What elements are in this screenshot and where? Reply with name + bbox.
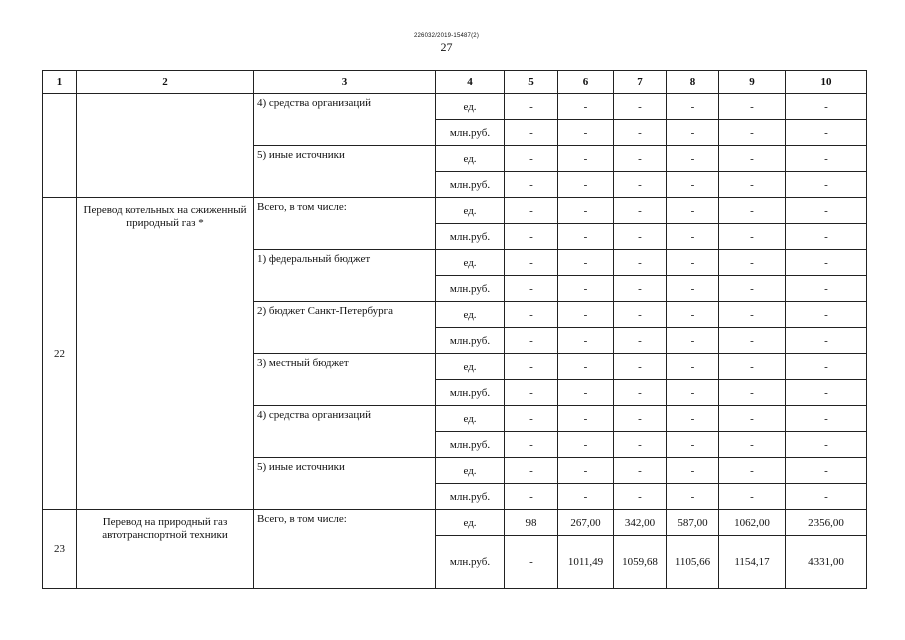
value-cell: - xyxy=(558,302,614,328)
table-body xyxy=(43,94,867,589)
funding-source: 4) средства организаций xyxy=(254,94,436,146)
value-cell: - xyxy=(558,172,614,198)
page-number: 27 xyxy=(440,40,453,54)
funding-source: 4) средства организаций xyxy=(254,406,436,458)
value-cell: - xyxy=(505,94,558,120)
value-cell: - xyxy=(614,172,667,198)
value-cell: - xyxy=(614,380,667,406)
column-header: 1 xyxy=(43,71,77,94)
value-cell: - xyxy=(505,536,558,589)
value-cell: - xyxy=(786,146,867,172)
value-cell: - xyxy=(505,432,558,458)
value-cell: - xyxy=(719,354,786,380)
value-cell: - xyxy=(786,432,867,458)
row-number: 22 xyxy=(43,198,77,510)
value-cell: - xyxy=(614,354,667,380)
funding-source: 5) иные источники xyxy=(254,146,436,198)
funding-source: 3) местный бюджет xyxy=(254,354,436,406)
value-cell: - xyxy=(667,276,719,302)
value-cell: - xyxy=(505,146,558,172)
value-cell: 2356,00 xyxy=(786,510,867,536)
measure-name-cell xyxy=(77,94,254,198)
value-cell: 1105,66 xyxy=(667,536,719,589)
value-cell: - xyxy=(667,224,719,250)
value-cell: - xyxy=(667,302,719,328)
value-cell: - xyxy=(719,120,786,146)
value-cell: - xyxy=(786,94,867,120)
value-cell: - xyxy=(786,276,867,302)
value-cell: - xyxy=(558,250,614,276)
unit-cell: ед. xyxy=(436,146,505,172)
value-cell: - xyxy=(719,224,786,250)
value-cell: 267,00 xyxy=(558,510,614,536)
value-cell: 98 xyxy=(505,510,558,536)
table-row xyxy=(43,510,867,536)
unit-cell: ед. xyxy=(436,354,505,380)
value-cell: - xyxy=(719,380,786,406)
value-cell: - xyxy=(786,406,867,432)
value-cell: - xyxy=(667,354,719,380)
value-cell: - xyxy=(667,380,719,406)
value-cell: - xyxy=(558,458,614,484)
value-cell: - xyxy=(719,276,786,302)
unit-cell: ед. xyxy=(436,94,505,120)
value-cell: - xyxy=(614,198,667,224)
value-cell: - xyxy=(614,146,667,172)
row-number-cell xyxy=(43,94,77,198)
value-cell: - xyxy=(505,172,558,198)
unit-cell: млн.руб. xyxy=(436,328,505,354)
unit-cell: ед. xyxy=(436,250,505,276)
value-cell: - xyxy=(558,146,614,172)
value-cell: - xyxy=(558,120,614,146)
value-cell: - xyxy=(667,94,719,120)
value-cell: - xyxy=(558,276,614,302)
value-cell: - xyxy=(505,120,558,146)
value-cell: - xyxy=(505,380,558,406)
value-cell: - xyxy=(719,302,786,328)
funding-source: 1) федеральный бюджет xyxy=(254,250,436,302)
unit-cell: млн.руб. xyxy=(436,432,505,458)
value-cell: - xyxy=(786,172,867,198)
value-cell: - xyxy=(786,302,867,328)
unit-cell: ед. xyxy=(436,302,505,328)
value-cell: - xyxy=(614,250,667,276)
funding-source: 5) иные источники xyxy=(254,458,436,510)
value-cell: - xyxy=(505,406,558,432)
value-cell: - xyxy=(667,484,719,510)
value-cell: - xyxy=(505,354,558,380)
value-cell: - xyxy=(667,458,719,484)
value-cell: 1154,17 xyxy=(719,536,786,589)
value-cell: - xyxy=(614,458,667,484)
unit-cell: млн.руб. xyxy=(436,120,505,146)
unit-cell: млн.руб. xyxy=(436,380,505,406)
column-header: 6 xyxy=(558,71,614,94)
value-cell: - xyxy=(505,224,558,250)
column-header: 9 xyxy=(719,71,786,94)
value-cell: - xyxy=(558,354,614,380)
measure-name: Перевод котельных на сжиженный природный газ * xyxy=(77,198,254,510)
value-cell: - xyxy=(719,484,786,510)
value-cell: - xyxy=(667,250,719,276)
unit-cell: ед. xyxy=(436,198,505,224)
value-cell: 1011,49 xyxy=(558,536,614,589)
unit-cell: млн.руб. xyxy=(436,224,505,250)
unit-cell: ед. xyxy=(436,510,505,536)
value-cell: - xyxy=(667,146,719,172)
value-cell: - xyxy=(614,120,667,146)
value-cell: 342,00 xyxy=(614,510,667,536)
value-cell: - xyxy=(614,432,667,458)
column-header: 8 xyxy=(667,71,719,94)
value-cell: - xyxy=(505,484,558,510)
value-cell: - xyxy=(719,406,786,432)
value-cell: - xyxy=(719,432,786,458)
value-cell: - xyxy=(667,328,719,354)
value-cell: 1059,68 xyxy=(614,536,667,589)
value-cell: - xyxy=(558,224,614,250)
funding-source: Всего, в том числе: xyxy=(254,510,436,589)
value-cell: - xyxy=(667,198,719,224)
funding-table xyxy=(42,70,867,589)
value-cell: - xyxy=(505,302,558,328)
value-cell: - xyxy=(505,276,558,302)
value-cell: - xyxy=(614,94,667,120)
row-number: 23 xyxy=(43,510,77,589)
column-header: 10 xyxy=(786,71,867,94)
value-cell: - xyxy=(614,224,667,250)
document-id: 226032/2019-15487(2) xyxy=(413,33,480,39)
unit-cell: ед. xyxy=(436,458,505,484)
value-cell: - xyxy=(719,198,786,224)
value-cell: - xyxy=(614,276,667,302)
value-cell: - xyxy=(667,120,719,146)
value-cell: - xyxy=(614,406,667,432)
unit-cell: млн.руб. xyxy=(436,536,505,589)
funding-source: 2) бюджет Санкт-Петербурга xyxy=(254,302,436,354)
value-cell: - xyxy=(786,458,867,484)
value-cell: - xyxy=(786,224,867,250)
unit-cell: ед. xyxy=(436,406,505,432)
value-cell: - xyxy=(558,94,614,120)
value-cell: - xyxy=(558,406,614,432)
table-row xyxy=(43,198,867,224)
column-number-row xyxy=(43,71,867,94)
value-cell: - xyxy=(505,250,558,276)
unit-cell: млн.руб. xyxy=(436,172,505,198)
value-cell: - xyxy=(558,484,614,510)
value-cell: - xyxy=(667,172,719,198)
value-cell: - xyxy=(667,406,719,432)
value-cell: - xyxy=(719,458,786,484)
value-cell: - xyxy=(786,328,867,354)
value-cell: - xyxy=(719,146,786,172)
value-cell: - xyxy=(719,328,786,354)
value-cell: - xyxy=(786,198,867,224)
value-cell: - xyxy=(505,458,558,484)
unit-cell: млн.руб. xyxy=(436,484,505,510)
value-cell: - xyxy=(505,328,558,354)
value-cell: - xyxy=(786,380,867,406)
value-cell: - xyxy=(719,172,786,198)
value-cell: - xyxy=(786,120,867,146)
column-header: 2 xyxy=(77,71,254,94)
value-cell: 4331,00 xyxy=(786,536,867,589)
value-cell: 587,00 xyxy=(667,510,719,536)
value-cell: - xyxy=(786,250,867,276)
funding-source: Всего, в том числе: xyxy=(254,198,436,250)
value-cell: - xyxy=(614,302,667,328)
unit-cell: млн.руб. xyxy=(436,276,505,302)
column-header: 5 xyxy=(505,71,558,94)
value-cell: - xyxy=(786,354,867,380)
value-cell: - xyxy=(558,432,614,458)
column-header: 7 xyxy=(614,71,667,94)
measure-name: Перевод на природный газ автотранспортной техники xyxy=(77,510,254,589)
column-header: 4 xyxy=(436,71,505,94)
value-cell: - xyxy=(614,484,667,510)
value-cell: - xyxy=(558,198,614,224)
value-cell: - xyxy=(505,198,558,224)
value-cell: - xyxy=(719,250,786,276)
value-cell: - xyxy=(614,328,667,354)
column-header: 3 xyxy=(254,71,436,94)
value-cell: - xyxy=(558,380,614,406)
value-cell: - xyxy=(667,432,719,458)
value-cell: - xyxy=(719,94,786,120)
value-cell: - xyxy=(558,328,614,354)
value-cell: 1062,00 xyxy=(719,510,786,536)
table-row xyxy=(43,94,867,120)
value-cell: - xyxy=(786,484,867,510)
